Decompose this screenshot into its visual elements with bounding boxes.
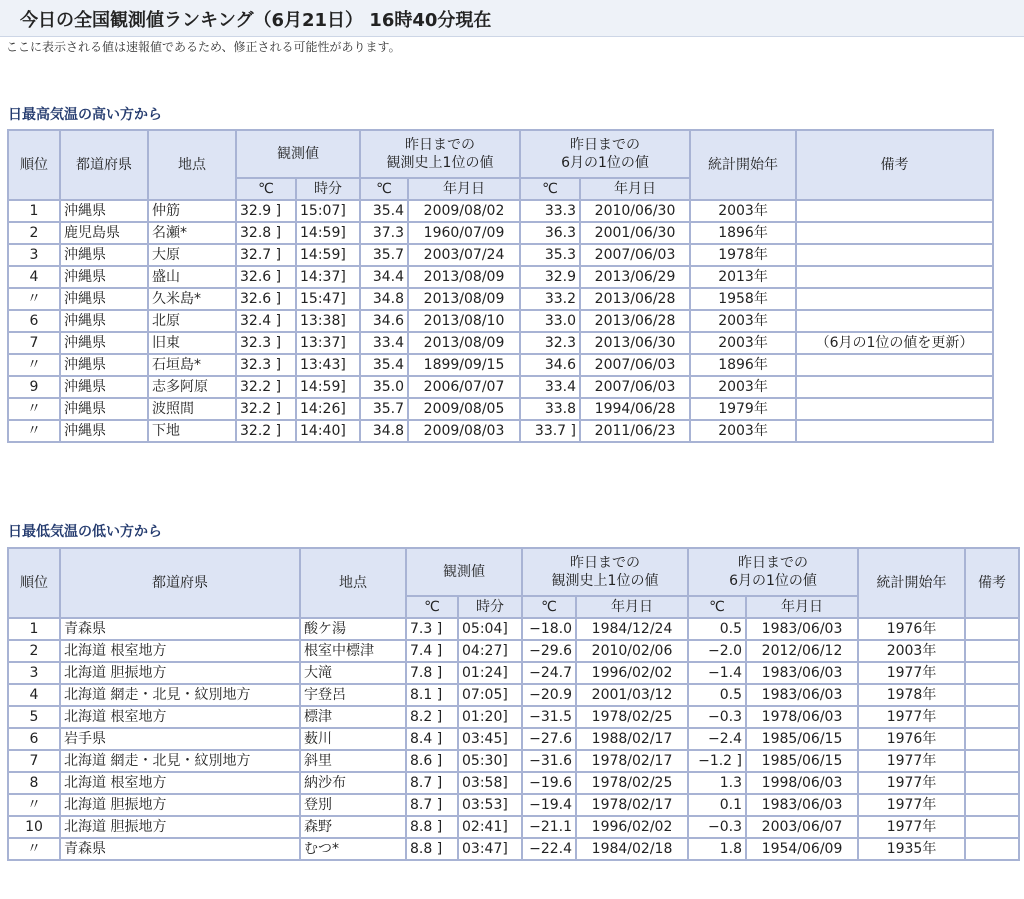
cell-since-year: 1977年 — [858, 706, 965, 728]
table-row — [8, 310, 993, 332]
header-observed-time: 時分 — [458, 596, 522, 618]
cell-observed-temp: 32.9 ] — [236, 200, 296, 222]
cell-observed-temp: 7.4 ] — [406, 640, 458, 662]
cell-prefecture: 北海道 胆振地方 — [60, 816, 300, 838]
cell-rank: 7 — [8, 332, 60, 354]
cell-record-value: 34.6 — [360, 310, 408, 332]
table-row — [8, 618, 1019, 640]
cell-june-value: −2.4 — [688, 728, 746, 750]
cell-prefecture: 沖縄県 — [60, 376, 148, 398]
cell-station: 盛山 — [148, 266, 236, 288]
header-observed: 観測値 — [406, 548, 522, 596]
cell-observed-temp: 32.2 ] — [236, 398, 296, 420]
cell-since-year: 1977年 — [858, 750, 965, 772]
cell-remarks — [796, 376, 993, 398]
cell-record-value: −29.6 — [522, 640, 576, 662]
provisional-notice: ここに表示される値は速報値であるため、修正される可能性があります。 — [6, 40, 401, 54]
cell-record-value: −19.4 — [522, 794, 576, 816]
cell-since-year: 1977年 — [858, 794, 965, 816]
cell-june-value: 34.6 — [520, 354, 580, 376]
cell-station: 森野 — [300, 816, 406, 838]
header-station: 地点 — [300, 548, 406, 618]
header-record-c: ℃ — [522, 596, 576, 618]
section-title-min-temp: 日最低気温の低い方から — [8, 524, 162, 540]
cell-record-value: 37.3 — [360, 222, 408, 244]
cell-remarks — [965, 750, 1019, 772]
table-row — [8, 772, 1019, 794]
cell-since-year: 1976年 — [858, 618, 965, 640]
cell-remarks — [796, 354, 993, 376]
cell-remarks — [796, 266, 993, 288]
cell-record-value: 35.4 — [360, 200, 408, 222]
header-june-c: ℃ — [688, 596, 746, 618]
cell-rank: 8 — [8, 772, 60, 794]
cell-record-date: 1978/02/25 — [576, 772, 688, 794]
cell-observed-time: 14:40] — [296, 420, 360, 442]
cell-record-date: 2009/08/03 — [408, 420, 520, 442]
table-row — [8, 420, 993, 442]
cell-observed-time: 03:47] — [458, 838, 522, 860]
cell-remarks — [965, 684, 1019, 706]
cell-rank: 〃 — [8, 354, 60, 376]
cell-observed-temp: 32.6 ] — [236, 288, 296, 310]
cell-record-date: 2001/03/12 — [576, 684, 688, 706]
cell-rank: 7 — [8, 750, 60, 772]
cell-prefecture: 沖縄県 — [60, 420, 148, 442]
cell-remarks — [796, 310, 993, 332]
table-row — [8, 838, 1019, 860]
cell-observed-temp: 32.8 ] — [236, 222, 296, 244]
cell-record-value: −27.6 — [522, 728, 576, 750]
cell-station: 大原 — [148, 244, 236, 266]
cell-june-value: 33.7 ] — [520, 420, 580, 442]
table-row — [8, 200, 993, 222]
cell-june-value: 33.2 — [520, 288, 580, 310]
cell-remarks — [965, 618, 1019, 640]
cell-observed-time: 01:20] — [458, 706, 522, 728]
cell-observed-time: 14:59] — [296, 222, 360, 244]
cell-station: 仲筋 — [148, 200, 236, 222]
cell-observed-temp: 8.8 ] — [406, 838, 458, 860]
cell-remarks — [965, 640, 1019, 662]
cell-june-date: 1985/06/15 — [746, 728, 858, 750]
cell-june-value: −0.3 — [688, 816, 746, 838]
cell-june-date: 2003/06/07 — [746, 816, 858, 838]
cell-record-value: −31.5 — [522, 706, 576, 728]
table-row — [8, 376, 993, 398]
cell-record-date: 1996/02/02 — [576, 662, 688, 684]
cell-observed-temp: 32.3 ] — [236, 332, 296, 354]
cell-record-date: 1988/02/17 — [576, 728, 688, 750]
cell-station: 波照間 — [148, 398, 236, 420]
cell-june-date: 1994/06/28 — [580, 398, 690, 420]
cell-june-date: 1954/06/09 — [746, 838, 858, 860]
cell-since-year: 1896年 — [690, 354, 796, 376]
cell-since-year: 2003年 — [690, 376, 796, 398]
cell-record-value: 35.7 — [360, 398, 408, 420]
table-row — [8, 684, 1019, 706]
cell-june-date: 2011/06/23 — [580, 420, 690, 442]
cell-june-value: 33.0 — [520, 310, 580, 332]
cell-record-value: 34.8 — [360, 288, 408, 310]
cell-remarks — [796, 398, 993, 420]
cell-prefecture: 沖縄県 — [60, 310, 148, 332]
cell-june-value: 1.3 — [688, 772, 746, 794]
cell-record-date: 2013/08/10 — [408, 310, 520, 332]
cell-observed-temp: 8.4 ] — [406, 728, 458, 750]
cell-station: 酸ケ湯 — [300, 618, 406, 640]
cell-station: 標津 — [300, 706, 406, 728]
header-record-date: 年月日 — [408, 178, 520, 200]
cell-observed-time: 13:37] — [296, 332, 360, 354]
cell-remarks — [796, 244, 993, 266]
cell-station: 大滝 — [300, 662, 406, 684]
section-title-max-temp: 日最高気温の高い方から — [8, 107, 162, 123]
cell-station: 宇登呂 — [300, 684, 406, 706]
cell-record-value: −20.9 — [522, 684, 576, 706]
header-record-c: ℃ — [360, 178, 408, 200]
cell-prefecture: 沖縄県 — [60, 200, 148, 222]
cell-record-date: 2013/08/09 — [408, 266, 520, 288]
cell-prefecture: 沖縄県 — [60, 332, 148, 354]
cell-prefecture: 北海道 胆振地方 — [60, 794, 300, 816]
cell-observed-time: 02:41] — [458, 816, 522, 838]
cell-station: 石垣島* — [148, 354, 236, 376]
cell-rank: 1 — [8, 200, 60, 222]
cell-record-date: 2009/08/05 — [408, 398, 520, 420]
cell-record-date: 2010/02/06 — [576, 640, 688, 662]
cell-observed-temp: 32.2 ] — [236, 376, 296, 398]
cell-observed-time: 15:07] — [296, 200, 360, 222]
cell-observed-time: 13:38] — [296, 310, 360, 332]
table-row — [8, 662, 1019, 684]
cell-station: 登別 — [300, 794, 406, 816]
cell-observed-time: 14:59] — [296, 376, 360, 398]
header-record-high: 昨日までの 観測史上1位の値 — [360, 130, 520, 178]
cell-observed-temp: 8.8 ] — [406, 816, 458, 838]
cell-june-value: −2.0 — [688, 640, 746, 662]
header-observed: 観測値 — [236, 130, 360, 178]
cell-rank: 2 — [8, 222, 60, 244]
min-temp-table — [7, 547, 1020, 861]
cell-since-year: 1977年 — [858, 772, 965, 794]
cell-observed-temp: 32.7 ] — [236, 244, 296, 266]
cell-observed-temp: 8.7 ] — [406, 772, 458, 794]
cell-rank: 3 — [8, 662, 60, 684]
table-row — [8, 222, 993, 244]
cell-observed-time: 14:26] — [296, 398, 360, 420]
cell-since-year: 1958年 — [690, 288, 796, 310]
cell-station: 旧東 — [148, 332, 236, 354]
cell-station: 下地 — [148, 420, 236, 442]
cell-june-value: 33.8 — [520, 398, 580, 420]
cell-rank: 5 — [8, 706, 60, 728]
cell-station: むつ* — [300, 838, 406, 860]
page-title: 今日の全国観測値ランキング（6月21日） 16時40分現在 — [20, 10, 492, 31]
cell-record-value: −19.6 — [522, 772, 576, 794]
cell-prefecture: 青森県 — [60, 838, 300, 860]
cell-prefecture: 鹿児島県 — [60, 222, 148, 244]
cell-observed-time: 03:53] — [458, 794, 522, 816]
cell-observed-time: 15:47] — [296, 288, 360, 310]
cell-remarks — [796, 288, 993, 310]
cell-observed-time: 04:27] — [458, 640, 522, 662]
cell-rank: 6 — [8, 310, 60, 332]
cell-prefecture: 北海道 網走・北見・紋別地方 — [60, 684, 300, 706]
cell-since-year: 2003年 — [690, 420, 796, 442]
table-row — [8, 750, 1019, 772]
cell-june-value: 33.4 — [520, 376, 580, 398]
cell-record-value: −22.4 — [522, 838, 576, 860]
cell-station: 志多阿原 — [148, 376, 236, 398]
cell-record-date: 2009/08/02 — [408, 200, 520, 222]
max-temp-table — [7, 129, 994, 443]
cell-since-year: 2003年 — [858, 640, 965, 662]
cell-prefecture: 北海道 胆振地方 — [60, 662, 300, 684]
cell-prefecture: 沖縄県 — [60, 398, 148, 420]
cell-june-date: 2013/06/28 — [580, 288, 690, 310]
cell-since-year: 1896年 — [690, 222, 796, 244]
cell-record-value: −18.0 — [522, 618, 576, 640]
header-prefecture: 都道府県 — [60, 548, 300, 618]
cell-observed-time: 14:59] — [296, 244, 360, 266]
cell-record-date: 2013/08/09 — [408, 332, 520, 354]
cell-june-date: 2013/06/29 — [580, 266, 690, 288]
cell-station: 名瀬* — [148, 222, 236, 244]
cell-since-year: 1979年 — [690, 398, 796, 420]
cell-june-date: 2013/06/28 — [580, 310, 690, 332]
cell-record-date: 1996/02/02 — [576, 816, 688, 838]
cell-station: 北原 — [148, 310, 236, 332]
cell-record-date: 1978/02/17 — [576, 750, 688, 772]
cell-since-year: 1978年 — [858, 684, 965, 706]
cell-station: 薮川 — [300, 728, 406, 750]
header-since: 統計開始年 — [690, 130, 796, 200]
cell-observed-temp: 32.2 ] — [236, 420, 296, 442]
header-june-record: 昨日までの 6月の1位の値 — [520, 130, 690, 178]
header-remarks: 備考 — [965, 548, 1019, 618]
cell-observed-time: 07:05] — [458, 684, 522, 706]
table-row — [8, 266, 993, 288]
cell-since-year: 2013年 — [690, 266, 796, 288]
cell-observed-time: 05:30] — [458, 750, 522, 772]
cell-station: 斜里 — [300, 750, 406, 772]
cell-since-year: 1935年 — [858, 838, 965, 860]
cell-june-value: 32.3 — [520, 332, 580, 354]
header-june-c: ℃ — [520, 178, 580, 200]
table-row — [8, 244, 993, 266]
cell-record-date: 1960/07/09 — [408, 222, 520, 244]
cell-rank: 〃 — [8, 794, 60, 816]
cell-record-date: 1899/09/15 — [408, 354, 520, 376]
cell-since-year: 1978年 — [690, 244, 796, 266]
cell-remarks — [965, 706, 1019, 728]
cell-remarks — [796, 420, 993, 442]
cell-june-date: 2010/06/30 — [580, 200, 690, 222]
cell-record-value: 35.7 — [360, 244, 408, 266]
header-station: 地点 — [148, 130, 236, 200]
cell-june-date: 1983/06/03 — [746, 684, 858, 706]
cell-prefecture: 沖縄県 — [60, 266, 148, 288]
cell-june-date: 2007/06/03 — [580, 376, 690, 398]
cell-june-date: 1985/06/15 — [746, 750, 858, 772]
cell-prefecture: 沖縄県 — [60, 354, 148, 376]
cell-observed-temp: 32.4 ] — [236, 310, 296, 332]
header-record-low: 昨日までの 観測史上1位の値 — [522, 548, 688, 596]
cell-since-year: 2003年 — [690, 200, 796, 222]
cell-record-value: 35.4 — [360, 354, 408, 376]
cell-rank: 〃 — [8, 398, 60, 420]
cell-station: 久米島* — [148, 288, 236, 310]
cell-observed-time: 05:04] — [458, 618, 522, 640]
cell-june-date: 2007/06/03 — [580, 244, 690, 266]
cell-observed-temp: 32.6 ] — [236, 266, 296, 288]
table-row — [8, 706, 1019, 728]
cell-observed-temp: 32.3 ] — [236, 354, 296, 376]
table-row — [8, 794, 1019, 816]
cell-june-value: 0.1 — [688, 794, 746, 816]
cell-observed-temp: 8.6 ] — [406, 750, 458, 772]
cell-june-value: −0.3 — [688, 706, 746, 728]
cell-june-value: 1.8 — [688, 838, 746, 860]
cell-june-value: 36.3 — [520, 222, 580, 244]
cell-record-date: 2003/07/24 — [408, 244, 520, 266]
table-row — [8, 398, 993, 420]
cell-rank: 〃 — [8, 838, 60, 860]
cell-june-value: 35.3 — [520, 244, 580, 266]
cell-observed-time: 14:37] — [296, 266, 360, 288]
cell-record-date: 2006/07/07 — [408, 376, 520, 398]
cell-rank: 〃 — [8, 420, 60, 442]
header-observed-time: 時分 — [296, 178, 360, 200]
cell-june-date: 2012/06/12 — [746, 640, 858, 662]
cell-rank: 〃 — [8, 288, 60, 310]
cell-june-date: 2001/06/30 — [580, 222, 690, 244]
cell-june-value: 32.9 — [520, 266, 580, 288]
cell-since-year: 1977年 — [858, 662, 965, 684]
cell-june-date: 1983/06/03 — [746, 662, 858, 684]
cell-since-year: 2003年 — [690, 332, 796, 354]
table-row — [8, 354, 993, 376]
header-june-record: 昨日までの 6月の1位の値 — [688, 548, 858, 596]
cell-record-value: 34.4 — [360, 266, 408, 288]
table-row — [8, 288, 993, 310]
cell-june-date: 1983/06/03 — [746, 794, 858, 816]
cell-remarks — [965, 728, 1019, 750]
cell-remarks — [965, 838, 1019, 860]
table-row — [8, 332, 993, 354]
cell-june-value: 0.5 — [688, 618, 746, 640]
cell-rank: 4 — [8, 684, 60, 706]
cell-prefecture: 北海道 網走・北見・紋別地方 — [60, 750, 300, 772]
cell-remarks: （6月の1位の値を更新） — [796, 332, 993, 354]
cell-record-value: −21.1 — [522, 816, 576, 838]
cell-june-date: 1983/06/03 — [746, 618, 858, 640]
header-since: 統計開始年 — [858, 548, 965, 618]
cell-station: 根室中標津 — [300, 640, 406, 662]
cell-prefecture: 沖縄県 — [60, 288, 148, 310]
cell-june-date: 2013/06/30 — [580, 332, 690, 354]
cell-record-value: 34.8 — [360, 420, 408, 442]
header-june-date: 年月日 — [580, 178, 690, 200]
cell-record-date: 1978/02/17 — [576, 794, 688, 816]
table-row — [8, 728, 1019, 750]
cell-observed-temp: 8.2 ] — [406, 706, 458, 728]
table-row — [8, 640, 1019, 662]
table-row — [8, 816, 1019, 838]
cell-prefecture: 北海道 根室地方 — [60, 640, 300, 662]
cell-june-value: 33.3 — [520, 200, 580, 222]
cell-observed-temp: 8.1 ] — [406, 684, 458, 706]
cell-record-value: 33.4 — [360, 332, 408, 354]
header-prefecture: 都道府県 — [60, 130, 148, 200]
cell-record-date: 1984/02/18 — [576, 838, 688, 860]
cell-june-value: −1.2 ] — [688, 750, 746, 772]
cell-june-value: 0.5 — [688, 684, 746, 706]
header-observed-c: ℃ — [406, 596, 458, 618]
cell-since-year: 2003年 — [690, 310, 796, 332]
cell-prefecture: 青森県 — [60, 618, 300, 640]
cell-rank: 2 — [8, 640, 60, 662]
cell-remarks — [965, 662, 1019, 684]
header-remarks: 備考 — [796, 130, 993, 200]
cell-record-value: −24.7 — [522, 662, 576, 684]
cell-remarks — [965, 816, 1019, 838]
cell-observed-time: 03:45] — [458, 728, 522, 750]
header-june-date: 年月日 — [746, 596, 858, 618]
header-record-date: 年月日 — [576, 596, 688, 618]
cell-since-year: 1976年 — [858, 728, 965, 750]
cell-june-value: −1.4 — [688, 662, 746, 684]
cell-record-date: 1978/02/25 — [576, 706, 688, 728]
cell-remarks — [796, 200, 993, 222]
header-rank: 順位 — [8, 130, 60, 200]
cell-observed-temp: 7.3 ] — [406, 618, 458, 640]
cell-rank: 10 — [8, 816, 60, 838]
cell-record-date: 1984/12/24 — [576, 618, 688, 640]
header-observed-c: ℃ — [236, 178, 296, 200]
cell-observed-time: 13:43] — [296, 354, 360, 376]
cell-rank: 1 — [8, 618, 60, 640]
cell-prefecture: 岩手県 — [60, 728, 300, 750]
cell-record-value: 35.0 — [360, 376, 408, 398]
cell-observed-temp: 7.8 ] — [406, 662, 458, 684]
cell-prefecture: 北海道 根室地方 — [60, 706, 300, 728]
cell-record-date: 2013/08/09 — [408, 288, 520, 310]
cell-since-year: 1977年 — [858, 816, 965, 838]
cell-rank: 9 — [8, 376, 60, 398]
cell-observed-time: 01:24] — [458, 662, 522, 684]
cell-station: 納沙布 — [300, 772, 406, 794]
cell-remarks — [965, 772, 1019, 794]
cell-remarks — [796, 222, 993, 244]
cell-prefecture: 沖縄県 — [60, 244, 148, 266]
cell-observed-time: 03:58] — [458, 772, 522, 794]
header-rank: 順位 — [8, 548, 60, 618]
cell-june-date: 1978/06/03 — [746, 706, 858, 728]
cell-june-date: 2007/06/03 — [580, 354, 690, 376]
cell-rank: 4 — [8, 266, 60, 288]
cell-remarks — [965, 794, 1019, 816]
cell-rank: 3 — [8, 244, 60, 266]
cell-prefecture: 北海道 根室地方 — [60, 772, 300, 794]
cell-record-value: −31.6 — [522, 750, 576, 772]
cell-june-date: 1998/06/03 — [746, 772, 858, 794]
cell-rank: 6 — [8, 728, 60, 750]
cell-observed-temp: 8.7 ] — [406, 794, 458, 816]
